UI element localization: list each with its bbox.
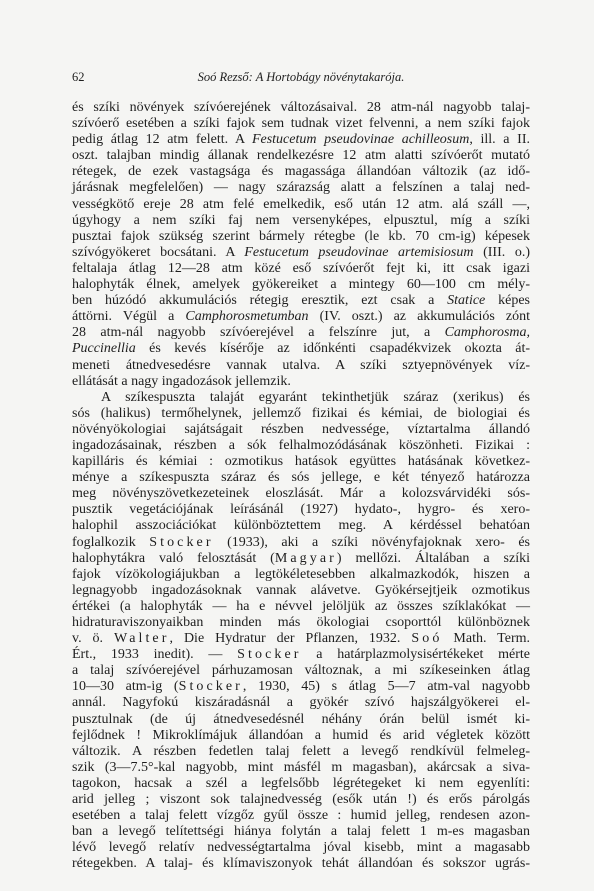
text-segment: vességkötő ereje 28 atm felé emelkedik, eső után 12 atm. alá száll —, bbox=[72, 196, 530, 212]
text-line bbox=[72, 551, 530, 567]
text-segment: (IV. oszt.) az akkumulációs zónt bbox=[308, 309, 530, 325]
text-line bbox=[72, 760, 530, 776]
text-line bbox=[72, 390, 530, 406]
text-line bbox=[72, 486, 530, 502]
text-line bbox=[72, 647, 530, 663]
spaced-name: Magyar bbox=[274, 550, 337, 566]
text-segment: kapilláris és kémiai : ozmotikus hatások együttes hatásának következ- bbox=[72, 454, 530, 470]
text-line bbox=[72, 728, 530, 744]
text-segment: pusztik vegetációjának leírásánál (1927) hydato-, hygro- és xero- bbox=[72, 502, 530, 518]
text-line bbox=[72, 824, 530, 840]
text-line bbox=[72, 341, 530, 357]
text-segment: foglalkozik bbox=[72, 534, 150, 550]
text-line bbox=[72, 229, 530, 245]
italic-text: Puccinellia bbox=[72, 341, 136, 357]
italic-text: Festucetum pseudovinae achilleosum bbox=[251, 132, 470, 148]
text-line bbox=[72, 567, 530, 583]
text-segment: arid jelleg ; viszont sok talajnedvesség (esők után !) és erős párolgás bbox=[72, 792, 530, 808]
text-line bbox=[72, 245, 530, 261]
text-segment: hidraturaviszonyaikban minden más ökologiai csoporttól különböznek bbox=[72, 615, 530, 630]
text-segment: v. ö. bbox=[72, 631, 115, 647]
text-segment: pusztulnak (de új átnedvesedésnél néhány órán belül ismét ki- bbox=[72, 711, 530, 727]
text-segment: változik. A részben fedetlen talaj felett a levegő rendkívül felmeleg- bbox=[72, 743, 530, 759]
running-head: Soó Rezső: A Hortobágy növénytakarója. bbox=[197, 70, 405, 84]
spaced-name: Stocker bbox=[237, 647, 302, 663]
text-line bbox=[72, 358, 530, 374]
italic-text: Camphorosmetumban bbox=[185, 309, 309, 325]
text-line bbox=[72, 309, 530, 325]
text-segment: annál. Nagyfokú kiszáradásnál a gyökér szívó hajszálgyökerei el- bbox=[72, 695, 530, 711]
text-segment: meneti átnedvesedésre vannak utalva. A szíki sztyepnövények víz- bbox=[72, 357, 530, 373]
text-segment: , Die Hydratur der Pflanzen, 1932. bbox=[169, 631, 412, 647]
italic-text: Camphorosma, bbox=[444, 325, 530, 341]
text-line bbox=[72, 197, 530, 213]
text-segment: úgyhogy a nem szíki faj nem versenyképes, elpusztul, míg a szíki bbox=[72, 212, 530, 228]
text-segment: halophyták élnek, amelyek gyökereiket a mintegy 60—100 cm mély- bbox=[72, 277, 530, 293]
text-segment: legnagyobb ingadozásoknak vannak alávetve. Gyökérsejtjeik ozmotikus bbox=[72, 582, 530, 598]
text-segment: fajok vízökologiájukban a legtökéletesebben alkalmazkodók, hiszen a bbox=[72, 566, 530, 582]
text-segment: tagokon, hacsak a szél a legfelsőbb légrétegeket ki nem egyenlíti: bbox=[72, 775, 530, 791]
text-segment: szívógyökeret bocsátani. A bbox=[72, 244, 245, 260]
text-segment: esetében a talaj felett vízgőz gyűl össze : humid jelleg, rendesen azon- bbox=[72, 808, 530, 824]
text-line bbox=[72, 470, 530, 486]
text-segment: pusztai fajok szükség szerint bármely rétegbe (le kb. 70 cm-ig) képesek bbox=[72, 228, 530, 244]
text-segment: , ill. a II. bbox=[469, 132, 530, 148]
text-line bbox=[72, 116, 530, 132]
text-segment: növényökologiai sajátságait részben nedvessége, víztartalma állandó bbox=[72, 421, 530, 437]
text-line bbox=[72, 293, 530, 309]
text-segment: 28 atm-nál nagyobb szívóerejével a felszínre jut, a bbox=[72, 325, 445, 341]
text-segment: és kevés kísérője az időnkénti csapadékvizek okozta át- bbox=[135, 341, 530, 357]
text-segment: sós (halikus) termőhelynek, jellemző fizikai és kémiai, de biologiai és bbox=[72, 405, 530, 421]
italic-text: Festucetum pseudovinae artemisiosum bbox=[244, 244, 474, 260]
text-segment: szívóerő esetében a szíki fajok sem tudnak vizet felvenni, a nem szíki fajok bbox=[72, 116, 530, 132]
text-line bbox=[72, 454, 530, 470]
text-line bbox=[72, 792, 530, 808]
italic-text: Statice bbox=[447, 293, 486, 309]
text-line bbox=[72, 518, 530, 534]
text-segment: járásnak megfelelően) — nagy szárazság alatt a felszínen a talaj ned- bbox=[72, 180, 530, 196]
text-line bbox=[72, 744, 530, 760]
text-segment: ben húzódó akkumulációs rétegig eresztik, ezt csak a bbox=[72, 293, 448, 309]
text-line bbox=[72, 840, 530, 856]
spaced-name: Walter bbox=[114, 631, 170, 647]
text-line bbox=[72, 132, 530, 148]
text-line bbox=[72, 679, 530, 695]
text-line bbox=[72, 180, 530, 196]
text-segment: feltalaja átlag 12—28 atm közé eső szívóerőt fejt ki, itt csak igazi bbox=[72, 260, 530, 276]
text-segment: ) mellőzi. Általában a szíki bbox=[336, 550, 530, 566]
text-segment: rétegekben. A talaj- és klímaviszonyok tehát állandóan és sokszor ugrás- bbox=[72, 856, 530, 872]
text-line bbox=[72, 631, 530, 647]
text-segment: a határplazmolysisértékeket mérte bbox=[301, 647, 530, 663]
text-segment: ingadozásainak, részben a sók felhalmozódásának köszönheti. Fizikai : bbox=[72, 437, 530, 453]
spaced-name: Stocker bbox=[149, 534, 214, 550]
paragraph bbox=[72, 100, 530, 390]
text-segment: ban a levegő telítettségi hiánya folytán a talaj felett 1 m-es magasban bbox=[72, 824, 530, 840]
text-segment: a talaj szívóerejével párhuzamosan változnak, a mi szíkeseinken átlag bbox=[72, 663, 530, 679]
text-line bbox=[72, 261, 530, 277]
text-segment: (III. o.) bbox=[473, 244, 531, 260]
text-line bbox=[72, 148, 530, 164]
text-segment: képes bbox=[485, 293, 530, 309]
text-line bbox=[72, 663, 530, 679]
text-segment: (1933), aki a szíki növényfajoknak xero- és bbox=[213, 534, 530, 550]
text-line bbox=[72, 856, 530, 872]
text-line bbox=[72, 438, 530, 454]
text-segment: szik (3—7.5°-kal nagyobb, mint másfél m magasban), akárcsak a siva- bbox=[72, 759, 530, 775]
text-segment: pedig átlag 12 atm felett. A bbox=[72, 132, 252, 148]
text-segment: oszt. talajban mindig állanak rendelkezésre 12 atm alatti szívóerőt mutató bbox=[72, 148, 530, 164]
text-segment: Ért., 1933 inedit). — bbox=[72, 647, 238, 663]
text-segment: halophil asszociációkat különböztettem meg. A kérdéssel behatóan bbox=[72, 518, 530, 534]
text-line bbox=[72, 406, 530, 422]
text-segment: ellátását a nagy ingadozások jellemzik. bbox=[72, 373, 291, 389]
text-line bbox=[72, 100, 530, 116]
text-line bbox=[72, 277, 530, 293]
text-segment: A szíkespuszta talaját egyaránt tekinthetjük száraz (xerikus) és bbox=[101, 389, 530, 405]
text-segment: ménye a szíkespuszta száraz és sós jellege, e két tényező határozza bbox=[72, 470, 530, 486]
text-segment: , 1930, 45) s átlag 5—7 atm-val nagyobb bbox=[242, 679, 530, 695]
text-line bbox=[72, 374, 530, 390]
text-line bbox=[72, 502, 530, 518]
text-segment: fejlődnek ! Mikroklímájuk állandóan a humid és arid végletek között bbox=[72, 727, 530, 743]
text-segment: Math. Term. bbox=[442, 631, 531, 647]
paragraph bbox=[72, 390, 530, 873]
text-line bbox=[72, 808, 530, 824]
text-line bbox=[72, 422, 530, 438]
text-line bbox=[72, 599, 530, 615]
text-line bbox=[72, 213, 530, 229]
text-line bbox=[72, 776, 530, 792]
text-line bbox=[72, 712, 530, 728]
text-segment: és szíki növények szívóerejének változásaival. 28 atm-nál nagyobb talaj- bbox=[72, 100, 530, 115]
text-segment: meg növényszövetkezeteinek eloszlását. Már a kolozsvárvidéki sós- bbox=[72, 486, 530, 502]
text-line bbox=[72, 164, 530, 180]
text-line bbox=[72, 583, 530, 599]
text-segment: értékei (a halophyták — ha e névvel jelöljük az összes szíklakókat — bbox=[72, 598, 530, 614]
text-line bbox=[72, 615, 530, 631]
spaced-name: Stocker bbox=[178, 679, 243, 695]
page-number: 62 bbox=[72, 70, 85, 84]
text-segment: rétegek, de ezek vastagsága és magassága állandóan változik (az idő- bbox=[72, 164, 530, 180]
text-line bbox=[72, 695, 530, 711]
text-line bbox=[72, 535, 530, 551]
text-segment: 10—30 atm-ig ( bbox=[72, 679, 179, 695]
page-body bbox=[72, 100, 530, 873]
text-segment: halophytákra való felosztását ( bbox=[72, 550, 275, 566]
text-segment: áttörni. Végül a bbox=[72, 309, 186, 325]
text-line bbox=[72, 325, 530, 341]
text-segment: lévő levegő relatív nedvességtartalma jóval kisebb, mint a magasabb bbox=[72, 840, 530, 856]
spaced-name: Soó bbox=[411, 631, 443, 647]
